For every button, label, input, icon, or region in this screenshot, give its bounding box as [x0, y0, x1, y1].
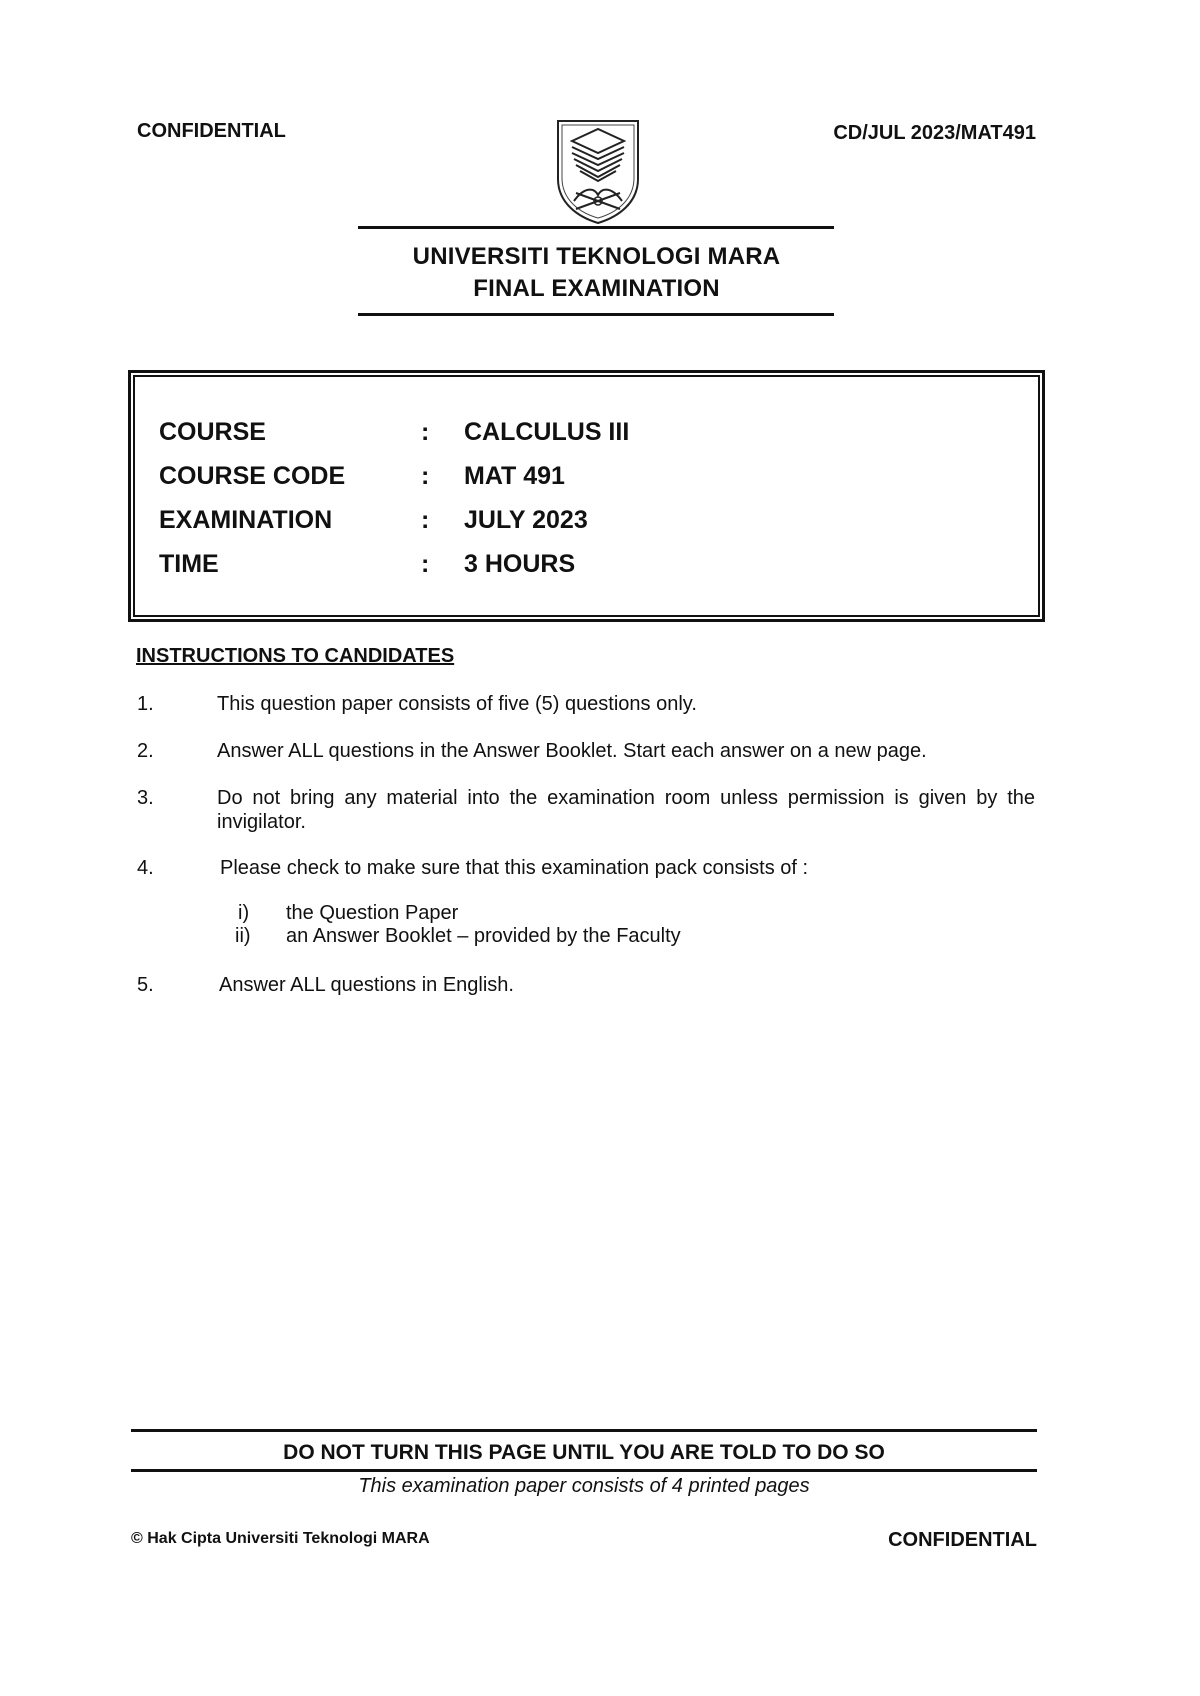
course-code-row	[131, 462, 1042, 496]
university-name: UNIVERSITI TEKNOLOGI MARA	[412, 243, 781, 270]
footer-top-rule	[131, 1429, 1037, 1432]
sub-item	[0, 925, 1200, 949]
instruction-number: 2.	[137, 740, 154, 762]
instruction-text: Please check to make sure that this examination pack consists of :	[220, 857, 809, 879]
printed-pages-note: This examination paper consists of 4 printed pages	[358, 1475, 810, 1497]
time-value: 3 HOURS	[464, 550, 576, 578]
sub-item-text: the Question Paper	[286, 902, 459, 924]
examination-label: EXAMINATION	[159, 506, 333, 534]
uitm-crest-icon	[554, 117, 642, 225]
instruction-item	[0, 786, 1200, 836]
instruction-item	[0, 856, 1200, 882]
instruction-number: 5.	[137, 974, 154, 996]
instruction-item	[0, 739, 1200, 765]
course-code-label: COURSE CODE	[159, 462, 346, 490]
sub-item	[0, 902, 1200, 926]
instruction-text: Answer ALL questions in English.	[219, 974, 514, 996]
footer-bottom-rule	[131, 1469, 1037, 1472]
course-value: CALCULUS III	[464, 418, 630, 446]
exam-type: FINAL EXAMINATION	[473, 275, 720, 302]
instructions-title: INSTRUCTIONS TO CANDIDATES	[136, 645, 455, 667]
examination-row	[131, 506, 1042, 540]
time-colon: :	[421, 550, 430, 578]
title-bottom-rule	[358, 313, 834, 316]
sub-item-number: ii)	[235, 925, 251, 947]
do-not-turn-warning: DO NOT TURN THIS PAGE UNTIL YOU ARE TOLD TO DO SO	[283, 1441, 885, 1464]
sub-item-text: an Answer Booklet – provided by the Faculty	[286, 925, 681, 947]
time-row	[131, 550, 1042, 584]
course-code-value: MAT 491	[464, 462, 565, 490]
examination-colon: :	[421, 506, 430, 534]
course-colon: :	[421, 418, 430, 446]
time-label: TIME	[159, 550, 219, 578]
title-top-rule	[358, 226, 834, 229]
examination-value: JULY 2023	[464, 506, 588, 534]
confidential-header: CONFIDENTIAL	[137, 120, 286, 142]
instruction-item	[0, 692, 1200, 718]
confidential-footer: CONFIDENTIAL	[888, 1529, 1037, 1551]
instruction-text: Do not bring any material into the examination room unless permission is given by the invigilator.	[217, 787, 1035, 833]
paper-code-header: CD/JUL 2023/MAT491	[833, 122, 1036, 144]
sub-item-number: i)	[238, 902, 250, 924]
copyright-notice: © Hak Cipta Universiti Teknologi MARA	[131, 1530, 430, 1547]
instruction-text: Answer ALL questions in the Answer Booklet. Start each answer on a new page.	[217, 740, 927, 762]
instruction-number: 1.	[137, 693, 154, 715]
instruction-number: 3.	[137, 787, 154, 809]
instruction-text: This question paper consists of five (5) questions only.	[217, 693, 697, 715]
course-code-colon: :	[421, 462, 430, 490]
course-info-box	[128, 370, 1045, 622]
instruction-number: 4.	[137, 857, 154, 879]
course-row	[131, 418, 1042, 452]
instruction-item	[0, 973, 1200, 999]
course-label: COURSE	[159, 418, 266, 446]
